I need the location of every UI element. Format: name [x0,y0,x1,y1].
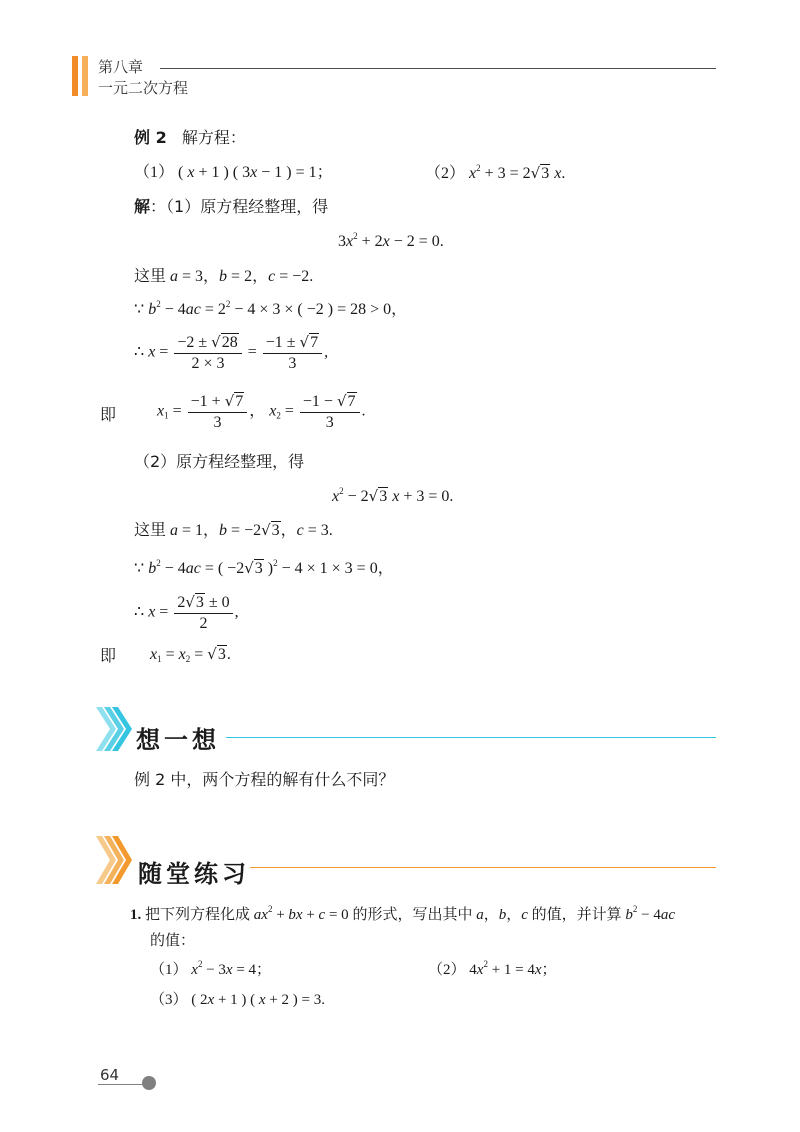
fraction-1: $\frac{-2 \pm √28}{2 \times 3}$ [174,332,241,374]
roots-1: $x_1$ = $\frac{-1 + √7}{3}$ ， $x_2$ = $\frac{-1 - √7}{3}$ . [157,392,366,431]
think-rule [226,737,716,738]
problem-2-equation: $x^2 + 3 = 2√3$ x. [469,163,566,182]
exercise-1: 1. 把下列方程化成 $ax^2$ + bx + c = 0 的形式，写出其中 a，b，c 的值，并计算 $b^2 - 4ac$ [130,904,676,923]
exercise-1-sub-3: （3） ( 2x + 1 ) ( x + 2 ) = 3. [150,992,325,1008]
exercise-1-text-a: 把下列方程化成 [145,905,251,923]
exercise-1-text-b: 的形式，写出其中 [352,905,473,923]
sub-3-number: （3） [150,992,188,1008]
sub-1-number: （1） [150,962,188,978]
because-symbol: ∵ [134,301,145,318]
example-task: 解方程： [181,128,246,147]
example-heading [134,128,246,148]
root-1-fraction: $\frac{-1 + √7}{3}$ [188,391,248,433]
problem-1-number: （1） [134,164,175,181]
part-2-intro: （2）原方程经整理，得 [134,452,305,471]
problem-1 [134,163,333,183]
equation-1-standard: $3x^2 + 2x - 2 = 0$. [338,231,444,250]
solution-intro-text: ：（1）原方程经整理，得 [150,197,329,216]
solution-intro [134,197,328,217]
here-label-2: 这里 [134,520,167,539]
fraction-2: $\frac{-1 \pm √7}{3}$ [263,332,322,374]
coefficients-1: 这里 a = 3，b = 2，c = −2. [134,266,314,285]
exercise-1-sub-2: （2） $4x^2 + 1 = 4x$； [428,959,557,978]
page-number: 64 [100,1066,120,1084]
ji-label-1: 即 [100,405,117,424]
equation-2-standard: $x^2 - 2√3$ x + 3 = 0. [332,486,454,505]
formula-2: ∴ x = $\frac{2√3 \pm 0}{2}$ , [134,593,239,632]
root-2-fraction: $\frac{-1 - √7}{3}$ [300,391,360,433]
therefore-symbol: ∴ [134,343,145,361]
exercise-1-text-d: 的值： [150,931,196,949]
formula-1: ∴ x = $\frac{-2 \pm √28}{2 \times 3}$ = $\frac{-1 \pm √7}{3}$ , [134,333,329,372]
fraction-3: $\frac{2√3 \pm 0}{2}$ [174,592,232,634]
chapter-label: 第八章 [98,58,144,76]
exercise-1-sub-1: （1） $x^2 - 3x = 4$； [150,959,272,978]
example-label: 例 2 [134,128,167,147]
think-chevron-icon [96,707,136,751]
footer-rule [98,1084,144,1085]
discriminant-2: ∵ $b^2 - 4ac$ = ( −2√3 )$^2$ − 4 × 1 × 3 = 0， [134,558,394,577]
coefficients-2: 这里 a = 1，b = −2√3，c = 3. [134,520,333,539]
chapter-subtitle: 一元二次方程 [98,79,189,97]
footer-dot [142,1076,156,1090]
ji-label-2: 即 [100,646,117,665]
practice-rule [250,867,716,868]
therefore-symbol-2: ∴ [134,603,145,621]
here-label: 这里 [134,266,167,285]
header-bar-dark [72,56,78,96]
header-rule [160,68,716,69]
sub-2-number: （2） [428,962,466,978]
discriminant-1: ∵ $b^2 - 4ac = 2^2 - 4 \times 3$ × ( −2 ) = 28 > 0， [134,299,408,318]
solution-label: 解 [134,197,151,216]
practice-title: 随堂练习 [138,860,250,888]
problem-2-number: （2） [425,165,466,182]
because-symbol-2: ∵ [134,560,145,577]
exercise-1-number: 1. [130,907,142,923]
think-question: 例 2 中，两个方程的解有什么不同？ [134,770,395,789]
think-title: 想一想 [136,726,220,754]
roots-2: $x_1 = x_2 = √3$. [150,645,231,664]
problem-1-equation: ( x + 1 ) ( 3x − 1 ) = 1； [178,164,333,181]
practice-chevron-icon [96,836,136,884]
header-bar-light [82,56,88,96]
exercise-1-text-c: 的值，并计算 [531,905,622,923]
problem-2 [425,163,565,184]
